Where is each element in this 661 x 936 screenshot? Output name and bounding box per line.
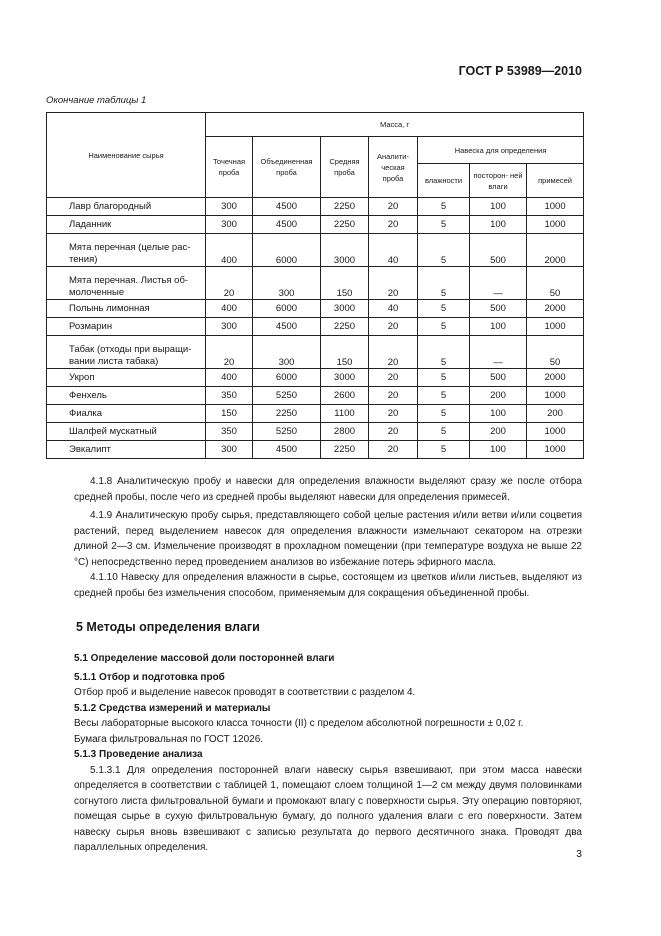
cell-value: 5 <box>418 441 470 459</box>
table-row <box>47 267 584 300</box>
cell-value: 20 <box>369 441 418 459</box>
col-header-moisture: влажности <box>418 164 470 198</box>
section-5-body <box>74 651 582 856</box>
cell-value: 20 <box>369 369 418 387</box>
cell-value: 1000 <box>527 387 584 405</box>
table-row <box>47 336 584 369</box>
para-5-1-3-1: 5.1.3.1 Для определения посторонней влаги навеску сырья взвешивают, при этом масса навески определяется в соответствии с таблицей 1, помещают слоем толщиной 1—2 см между двумя половинками согнутого листа фильтровальной бумаги и промокают влагу с поверхности сырья. Эту операцию повторяют, помещая сырье в сухую фильтровальную бумагу, до полного удаления влаги с его поверхности. Затем навеску сырья вновь взвешивают с записью результата до первого десятичного знака. Проводят два параллельных определения. <box>74 764 582 853</box>
table-row <box>47 318 584 336</box>
cell-value: 1000 <box>527 423 584 441</box>
col-header-foreign: посторон- ней влаги <box>470 164 527 198</box>
cell-value: 500 <box>470 369 527 387</box>
cell-value: 6000 <box>253 234 321 267</box>
cell-value: 2000 <box>527 300 584 318</box>
heading-5-1: 5.1 Определение массовой доли посторонней влаги <box>74 653 335 664</box>
table-row <box>47 369 584 387</box>
cell-value: 5 <box>418 423 470 441</box>
table-row <box>47 441 584 459</box>
cell-value: 6000 <box>253 300 321 318</box>
cell-value: 150 <box>321 267 369 300</box>
cell-value: 3000 <box>321 300 369 318</box>
cell-value: 2800 <box>321 423 369 441</box>
table-caption: Окончание таблицы 1 <box>46 95 147 106</box>
cell-value: 300 <box>206 441 253 459</box>
cell-value: 4500 <box>253 198 321 216</box>
text-5-1-1: Отбор проб и выделение навесок проводят в соответствии с разделом 4. <box>74 687 416 698</box>
table-row <box>47 300 584 318</box>
cell-value: 150 <box>206 405 253 423</box>
cell-value: 350 <box>206 387 253 405</box>
cell-value: 1100 <box>321 405 369 423</box>
cell-value: 5 <box>418 369 470 387</box>
cell-value: 350 <box>206 423 253 441</box>
cell-value: 200 <box>470 387 527 405</box>
table-row <box>47 405 584 423</box>
col-header-mass: Масса, г <box>206 113 584 137</box>
cell-value: 5 <box>418 267 470 300</box>
cell-name: Полынь лимонная <box>47 300 206 318</box>
cell-value: 100 <box>470 441 527 459</box>
cell-value: 300 <box>206 318 253 336</box>
cell-value: 50 <box>527 336 584 369</box>
cell-name: Ладанник <box>47 216 206 234</box>
cell-value: 2000 <box>527 234 584 267</box>
cell-value: 5 <box>418 336 470 369</box>
cell-value: 100 <box>470 405 527 423</box>
cell-value: 200 <box>527 405 584 423</box>
col-header-portion: Навеска для определения <box>418 137 584 164</box>
cell-value: 20 <box>369 387 418 405</box>
cell-name: Фиалка <box>47 405 206 423</box>
cell-value: 300 <box>206 216 253 234</box>
cell-value: 4500 <box>253 216 321 234</box>
col-header-point: Точечная проба <box>206 137 253 198</box>
cell-value: 5 <box>418 234 470 267</box>
cell-value: 150 <box>321 336 369 369</box>
cell-value: 1000 <box>527 198 584 216</box>
cell-value: 2600 <box>321 387 369 405</box>
table-row <box>47 198 584 216</box>
cell-name: Укроп <box>47 369 206 387</box>
cell-value: 400 <box>206 369 253 387</box>
cell-value: 5250 <box>253 387 321 405</box>
heading-5-1-3: 5.1.3 Проведение анализа <box>74 749 203 760</box>
cell-value: 100 <box>470 198 527 216</box>
cell-name: Фенхель <box>47 387 206 405</box>
cell-value: 5 <box>418 405 470 423</box>
cell-value: 300 <box>253 336 321 369</box>
cell-value: 1000 <box>527 216 584 234</box>
section-5-title: 5 Методы определения влаги <box>76 620 260 634</box>
cell-value: 5 <box>418 387 470 405</box>
cell-value: 20 <box>369 336 418 369</box>
raw-material-table <box>46 112 584 459</box>
cell-value: 6000 <box>253 369 321 387</box>
cell-value: 100 <box>470 216 527 234</box>
table-row <box>47 234 584 267</box>
table-row <box>47 387 584 405</box>
paragraphs-4-1 <box>74 474 582 601</box>
col-header-impurities: примесей <box>527 164 584 198</box>
para-4-1-8: 4.1.8 Аналитическую пробу и навески для определения влажности выделяют сразу же после отбора средней пробы, после чего из средней пробы выделяют навески для определения примесей. <box>74 476 582 503</box>
cell-value: 20 <box>369 405 418 423</box>
cell-value: 500 <box>470 234 527 267</box>
cell-name: Мята перечная. Листья об- молоченные <box>47 267 206 300</box>
col-header-average: Средняя проба <box>321 137 369 198</box>
cell-value: 100 <box>470 318 527 336</box>
cell-value: 400 <box>206 234 253 267</box>
heading-5-1-1: 5.1.1 Отбор и подготовка проб <box>74 671 225 683</box>
cell-value: 4500 <box>253 318 321 336</box>
cell-value: — <box>470 336 527 369</box>
cell-value: 20 <box>369 216 418 234</box>
cell-value: 3000 <box>321 234 369 267</box>
cell-value: 1000 <box>527 441 584 459</box>
cell-value: 20 <box>369 423 418 441</box>
cell-value: 40 <box>369 234 418 267</box>
heading-5-1-2: 5.1.2 Средства измерений и материалы <box>74 702 271 714</box>
cell-value: 20 <box>369 198 418 216</box>
cell-value: 300 <box>253 267 321 300</box>
cell-value: 2250 <box>321 198 369 216</box>
cell-value: 4500 <box>253 441 321 459</box>
cell-value: 5250 <box>253 423 321 441</box>
cell-name: Шалфей мускатный <box>47 423 206 441</box>
cell-name: Мята перечная (целые рас- тения) <box>47 234 206 267</box>
text-5-1-2-paper: Бумага фильтровальная по ГОСТ 12026. <box>74 733 264 745</box>
cell-value: 500 <box>470 300 527 318</box>
cell-value: 5 <box>418 300 470 318</box>
cell-value: 5 <box>418 318 470 336</box>
cell-value: 40 <box>369 300 418 318</box>
cell-value: 2250 <box>321 318 369 336</box>
cell-value: 2250 <box>321 441 369 459</box>
cell-value: 200 <box>470 423 527 441</box>
cell-value: — <box>470 267 527 300</box>
cell-value: 1000 <box>527 318 584 336</box>
cell-value: 20 <box>369 318 418 336</box>
cell-name: Лавр благородный <box>47 198 206 216</box>
cell-value: 400 <box>206 300 253 318</box>
cell-value: 2250 <box>253 405 321 423</box>
cell-value: 2250 <box>321 216 369 234</box>
table-row <box>47 216 584 234</box>
cell-value: 50 <box>527 267 584 300</box>
cell-value: 5 <box>418 198 470 216</box>
col-header-combined: Объединенная проба <box>253 137 321 198</box>
cell-name: Розмарин <box>47 318 206 336</box>
cell-value: 20 <box>206 336 253 369</box>
cell-name: Табак (отходы при выращи- вании листа табака) <box>47 336 206 369</box>
para-4-1-10: 4.1.10 Навеску для определения влажности в сырье, состоящем из цветков и/или листьев, выделяют из средней пробы без измельчения способом, применяемым для сокращения объединенной пробы. <box>74 572 582 599</box>
cell-value: 3000 <box>321 369 369 387</box>
cell-value: 2000 <box>527 369 584 387</box>
cell-value: 5 <box>418 216 470 234</box>
col-header-name: Наименование сырья <box>47 113 206 198</box>
table-row <box>47 423 584 441</box>
col-header-analytic: Аналити- ческая проба <box>369 137 418 198</box>
standard-code: ГОСТ Р 53989—2010 <box>458 64 582 78</box>
page-number: 3 <box>576 848 582 860</box>
table-body <box>47 198 584 459</box>
cell-value: 20 <box>206 267 253 300</box>
cell-name: Эвкалипт <box>47 441 206 459</box>
cell-value: 300 <box>206 198 253 216</box>
text-5-1-2-scales: Весы лабораторные высокого класса точности (II) с пределом абсолютной погрешности ± 0,02 г. <box>74 718 524 729</box>
cell-value: 20 <box>369 267 418 300</box>
para-4-1-9: 4.1.9 Аналитическую пробу сырья, представляющего собой целые растения и/или ветви и/или соцветия растений, перед выделением навесок для определения влажности измельчают секатором на отрезки длиной 2—3 см. Измельчение производят в прохладном помещении (при температуре воздуха не выше 22 °С) непосредственно перед проведением анализов во избежание потерь эфирного масла. <box>74 510 582 568</box>
